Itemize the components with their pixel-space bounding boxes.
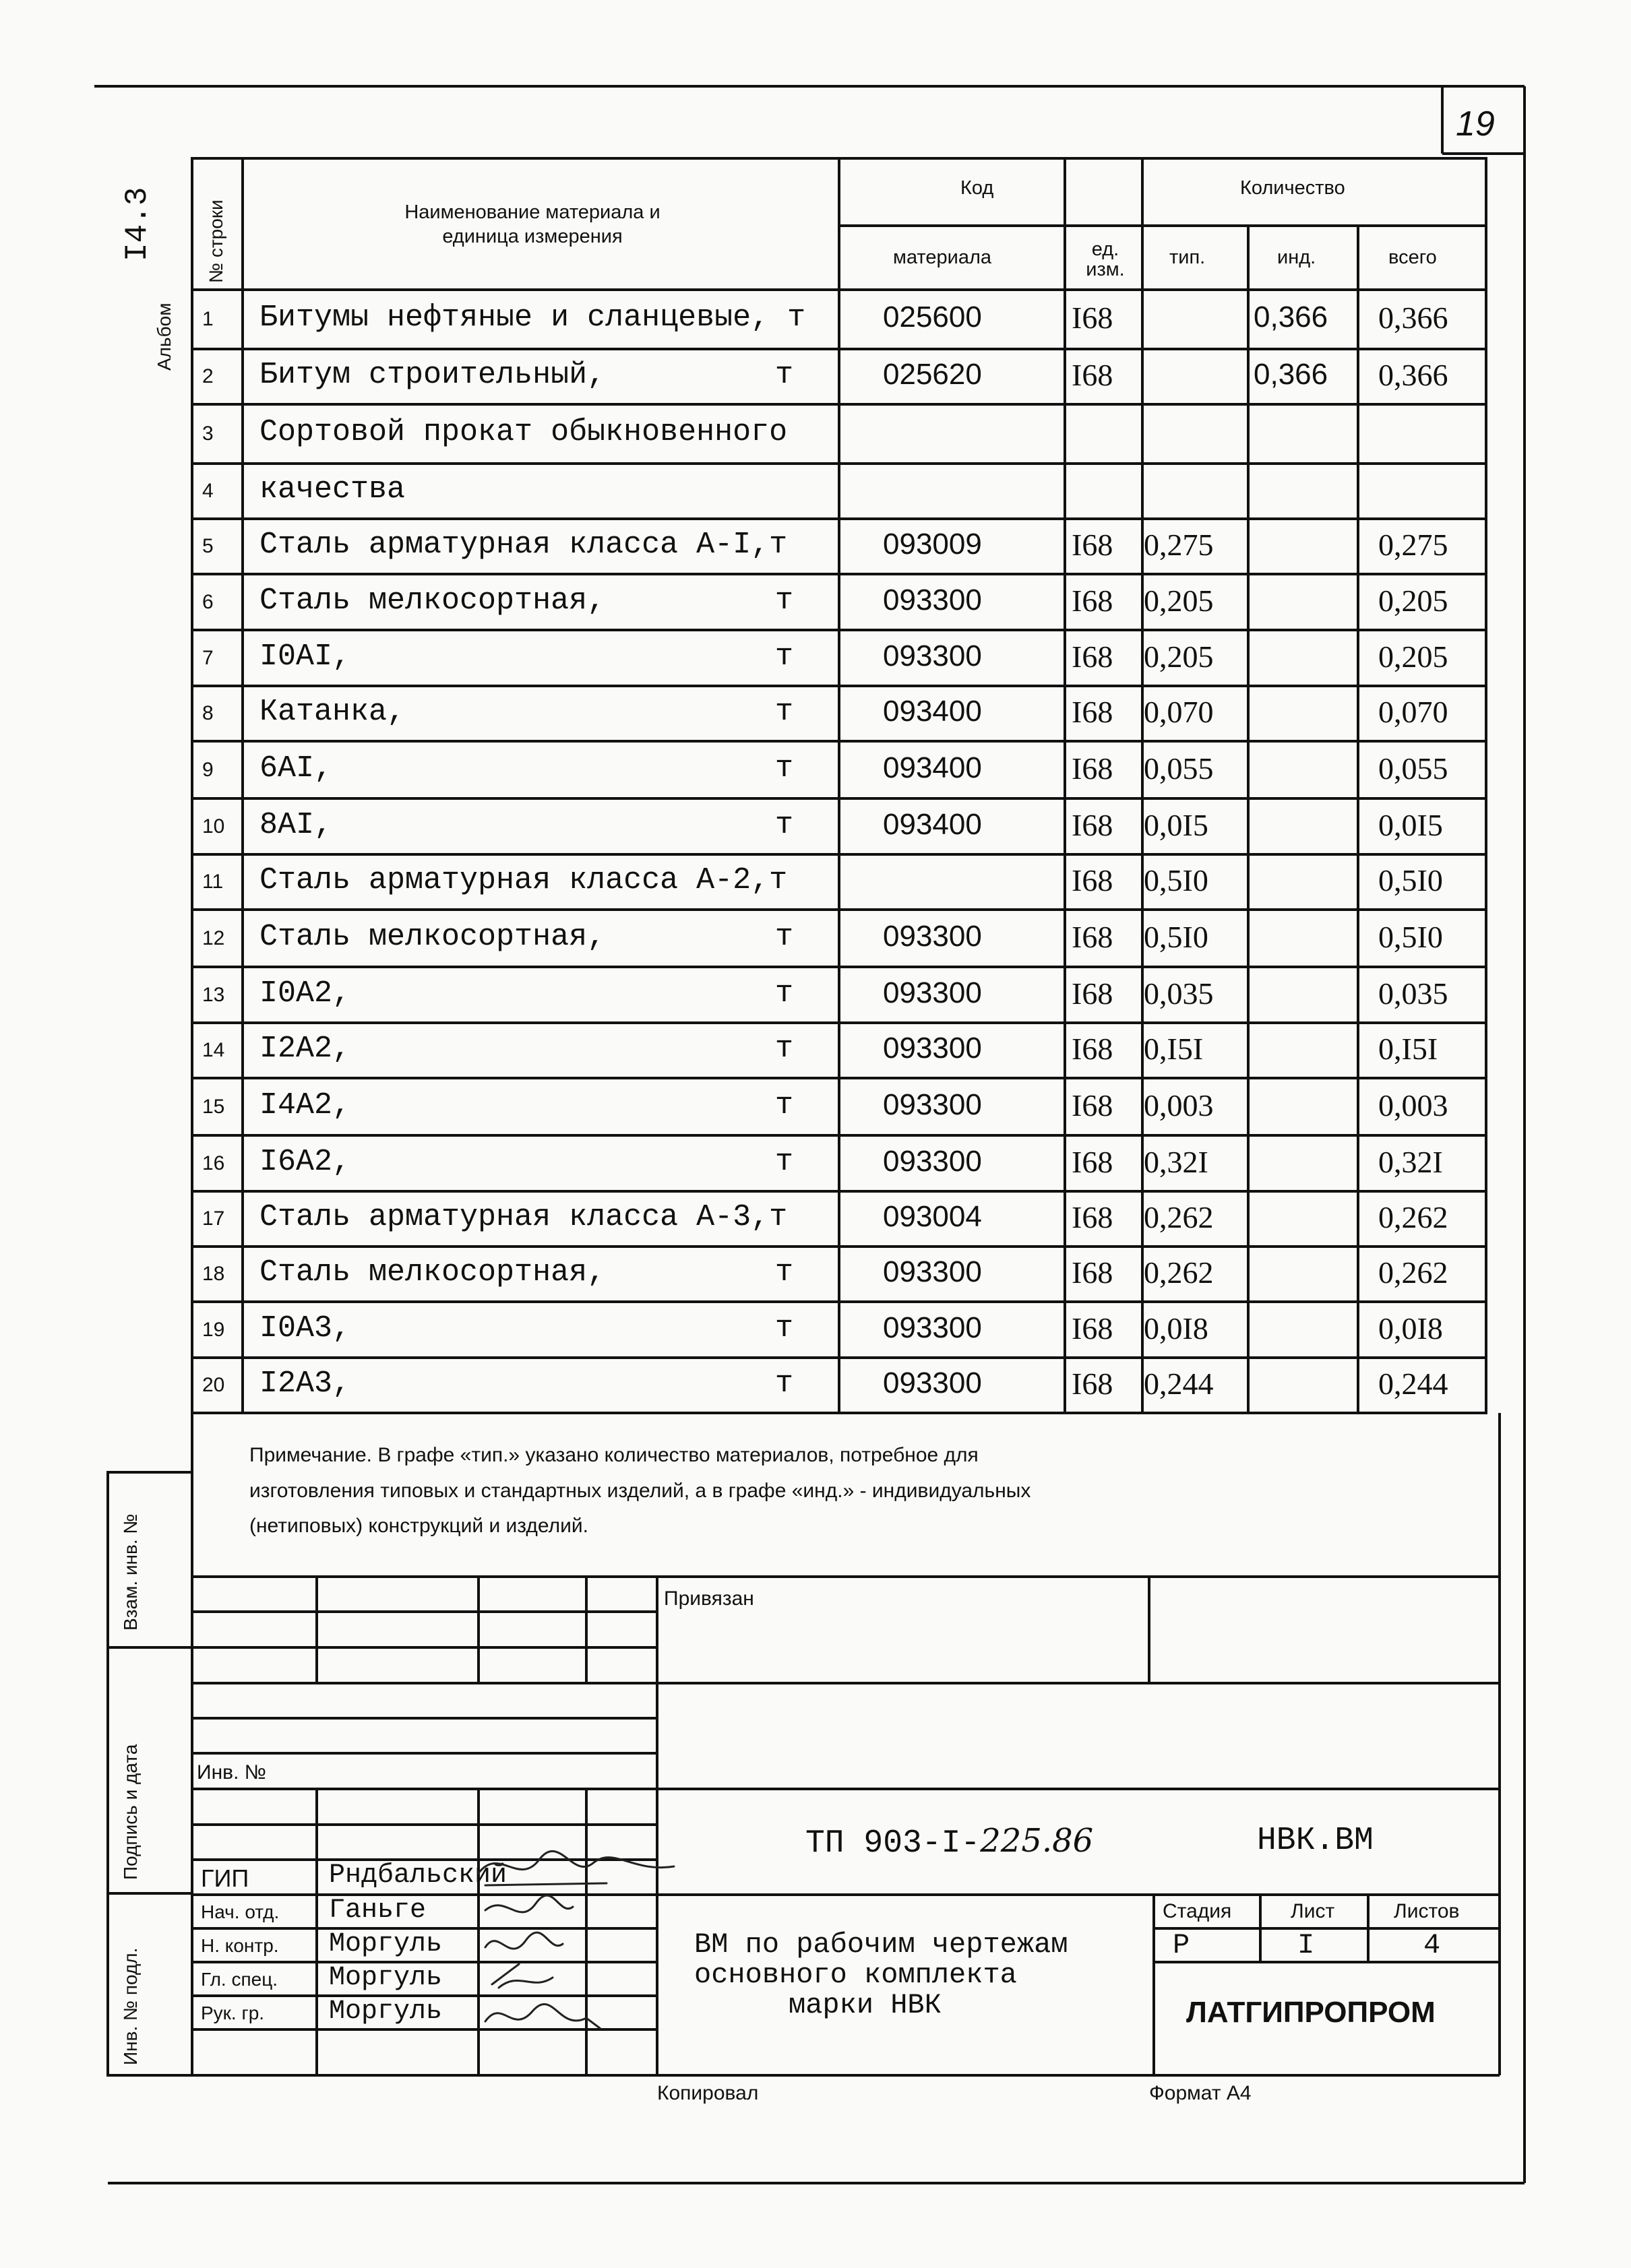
row-qty-total: 0,366 (1378, 301, 1448, 335)
row-unit-letter: т (775, 751, 794, 786)
row-name: Сталь мелкосортная, (259, 584, 606, 618)
row-name: качества (259, 472, 406, 507)
row-unit-code: I68 (1072, 639, 1113, 674)
signature-gl-spec (492, 1964, 553, 1988)
row-qty-total: 0,003 (1378, 1088, 1448, 1123)
row-code: 093300 (883, 1255, 982, 1288)
row-name: Сталь арматурная класса А-3,т (259, 1200, 788, 1234)
row-name: Сортовой прокат обыкновенного (259, 415, 788, 449)
row-number: 15 (202, 1096, 225, 1118)
stamp-role-label: Нач. отд. (201, 1901, 280, 1922)
row-unit-code: I68 (1072, 1255, 1113, 1290)
row-qty-ind: 0,366 (1254, 358, 1328, 391)
row-code: 093004 (883, 1200, 982, 1233)
row-name: Битум строительный, (259, 358, 606, 392)
row-code: 025620 (883, 358, 982, 391)
row-unit-code: I68 (1072, 808, 1113, 842)
row-qty-typ: 0,0I8 (1144, 1311, 1208, 1346)
row-qty-typ: 0,262 (1144, 1255, 1214, 1290)
document-mark: НВК.ВМ (1257, 1823, 1374, 1859)
row-number: 18 (202, 1263, 225, 1285)
row-code: 093300 (883, 639, 982, 672)
row-unit-letter: т (775, 1255, 794, 1290)
row-code: 093300 (883, 976, 982, 1009)
row-unit-code: I68 (1072, 1145, 1113, 1179)
row-unit-letter: т (775, 920, 794, 954)
signature-ruk-gr (485, 2004, 600, 2028)
sheet-label: Лист (1291, 1900, 1335, 1922)
linked-label: Привязан (664, 1587, 754, 1610)
stage-label: Стадия (1163, 1900, 1232, 1922)
row-qty-total: 0,262 (1378, 1255, 1448, 1290)
row-qty-total: 0,366 (1378, 358, 1448, 392)
row-unit-code: I68 (1072, 751, 1113, 786)
row-number: 10 (202, 815, 225, 838)
row-code: 093300 (883, 1032, 982, 1065)
stamp-role-name: Моргуль (329, 1929, 443, 1959)
row-unit-code: I68 (1072, 695, 1113, 729)
stamp-role-name: Моргуль (329, 1963, 443, 1993)
sheet-title-line-3: марки НВК (789, 1989, 942, 2021)
row-unit-code: I68 (1072, 976, 1113, 1011)
row-qty-typ: 0,32I (1144, 1145, 1208, 1179)
row-code: 093300 (883, 584, 982, 617)
header-name (364, 200, 701, 249)
row-unit-code: I68 (1072, 584, 1113, 618)
row-unit-letter: т (775, 639, 794, 674)
row-name: I4A2, (259, 1088, 351, 1123)
header-qty-ind: инд. (1277, 247, 1316, 268)
row-qty-ind: 0,366 (1254, 301, 1328, 334)
header-quantity: Количество (1240, 177, 1345, 199)
row-name: Сталь арматурная класса А-I,т (259, 528, 788, 562)
row-number: 20 (202, 1374, 225, 1396)
row-unit-letter: т (775, 695, 794, 729)
header-row-no: № строки (206, 199, 226, 283)
document-code (805, 1822, 1094, 1862)
row-name: I6A2, (259, 1145, 351, 1179)
row-name: 8AI, (259, 808, 333, 842)
sheet-value: I (1297, 1929, 1315, 1961)
row-qty-typ: 0,5I0 (1144, 863, 1208, 897)
row-name: I0A2, (259, 976, 351, 1011)
document-code-printed: ТП 903-I- (805, 1825, 981, 1862)
row-number: 5 (202, 535, 214, 557)
row-unit-code: I68 (1072, 1200, 1113, 1234)
row-number: 16 (202, 1152, 225, 1174)
footer-copied: Копировал (657, 2082, 759, 2104)
row-unit-code: I68 (1072, 1311, 1113, 1346)
row-unit-code: I68 (1072, 358, 1113, 392)
row-unit-code: I68 (1072, 301, 1113, 335)
stage-value: Р (1173, 1929, 1190, 1961)
row-qty-total: 0,244 (1378, 1366, 1448, 1401)
row-number: 11 (202, 871, 224, 893)
note-line-3: (нетиповых) конструкций и изделий. (249, 1515, 588, 1537)
row-qty-total: 0,055 (1378, 751, 1448, 786)
row-qty-total: 0,5I0 (1378, 920, 1443, 954)
sheets-label: Листов (1394, 1900, 1460, 1922)
row-unit-letter: т (775, 1366, 794, 1401)
row-unit-letter: т (775, 1032, 794, 1066)
header-qty-total: всего (1388, 247, 1437, 268)
row-qty-total: 0,32I (1378, 1145, 1443, 1179)
album-label: Альбом (154, 303, 175, 371)
header-name-text: Наименование материала и единица измерения (404, 201, 660, 248)
row-code: 025600 (883, 301, 982, 334)
stamp-role-label: ГИП (201, 1864, 249, 1892)
row-number: 7 (202, 647, 214, 669)
row-number: 6 (202, 591, 214, 613)
header-code-unit: ед. изм. (1086, 239, 1125, 281)
note-line-1: Примечание. В графе «тип.» указано количество материалов, потребное для (249, 1444, 979, 1466)
sheet-number: 19 (1456, 104, 1495, 144)
row-qty-typ: 0,205 (1144, 584, 1214, 618)
row-unit-code: I68 (1072, 1088, 1113, 1123)
header-qty-typ: тип. (1169, 247, 1206, 268)
signature-gip (479, 1851, 674, 1873)
row-unit-code: I68 (1072, 528, 1113, 562)
row-number: 14 (202, 1039, 225, 1061)
row-number: 13 (202, 984, 225, 1006)
row-name: Сталь мелкосортная, (259, 1255, 606, 1290)
inv-no-label: Инв. № (197, 1761, 266, 1784)
row-unit-letter: т (775, 584, 794, 618)
row-unit-letter: т (775, 808, 794, 842)
header-code-material: материала (893, 247, 992, 268)
row-number: 2 (202, 365, 214, 387)
stamp-role-label: Н. контр. (201, 1935, 279, 1956)
row-qty-typ: 0,244 (1144, 1366, 1214, 1401)
row-unit-letter: т (775, 1088, 794, 1123)
row-unit-code: I68 (1072, 1366, 1113, 1401)
signature-gip-underline (485, 1883, 607, 1885)
row-qty-typ: 0,I5I (1144, 1032, 1204, 1066)
note-line-2: изготовления типовых и стандартных изделий, а в графе «инд.» - индивидуальных (249, 1480, 1031, 1502)
sheet-title-line-2: основного комплекта (694, 1959, 1017, 1991)
row-qty-typ: 0,5I0 (1144, 920, 1208, 954)
row-qty-typ: 0,205 (1144, 639, 1214, 674)
organization-name: ЛАТГИПРОПРОМ (1186, 1996, 1436, 2029)
row-unit-letter: т (775, 358, 794, 392)
row-name: I2A2, (259, 1032, 351, 1066)
row-qty-total: 0,5I0 (1378, 863, 1443, 897)
row-qty-total: 0,0I8 (1378, 1311, 1443, 1346)
row-number: 4 (202, 480, 214, 502)
stamp-role-label: Рук. гр. (201, 2003, 265, 2023)
row-qty-typ: 0,070 (1144, 695, 1214, 729)
row-code: 093300 (883, 1311, 982, 1344)
row-qty-typ: 0,0I5 (1144, 808, 1208, 842)
row-name: Сталь арматурная класса А-2,т (259, 863, 788, 897)
row-qty-total: 0,0I5 (1378, 808, 1443, 842)
row-number: 19 (202, 1319, 225, 1341)
row-number: 9 (202, 759, 214, 781)
header-code: Код (960, 177, 994, 199)
row-code: 093400 (883, 808, 982, 841)
row-name: Катанка, (259, 695, 406, 729)
row-number: 17 (202, 1207, 225, 1230)
row-qty-total: 0,262 (1378, 1200, 1448, 1234)
footer-format: Формат А4 (1149, 2082, 1252, 2104)
side-label-replace-inv: Взам. инв. № (120, 1513, 141, 1631)
row-code: 093400 (883, 695, 982, 728)
document-code-handwritten: 225.86 (980, 1822, 1094, 1860)
row-unit-letter: т (775, 1311, 794, 1346)
side-label-inv-original: Инв. № подл. (120, 1947, 141, 2065)
row-name: 6AI, (259, 751, 333, 786)
row-code: 093300 (883, 1366, 982, 1399)
stamp-role-name: Ганьге (329, 1895, 427, 1926)
sheet-title-line-1: ВМ по рабочим чертежам (694, 1928, 1068, 1961)
signature-n-kontr (485, 1932, 563, 1949)
row-unit-code: I68 (1072, 863, 1113, 897)
row-qty-typ: 0,055 (1144, 751, 1214, 786)
signatures (472, 1846, 687, 2075)
row-qty-total: 0,275 (1378, 528, 1448, 562)
row-unit-code: I68 (1072, 920, 1113, 954)
stamp-role-name: Моргуль (329, 1996, 443, 2027)
signature-nach-otd (485, 1895, 573, 1912)
row-name: Битумы нефтяные и сланцевые, т (259, 301, 806, 335)
row-code: 093400 (883, 751, 982, 784)
side-label-signature-date: Подпись и дата (120, 1744, 141, 1880)
row-code: 093009 (883, 528, 982, 561)
row-number: 1 (202, 308, 214, 330)
row-qty-typ: 0,003 (1144, 1088, 1214, 1123)
row-number: 8 (202, 702, 214, 724)
row-code: 093300 (883, 1145, 982, 1178)
row-name: I0A3, (259, 1311, 351, 1346)
row-name: I0AI, (259, 639, 351, 674)
row-code: 093300 (883, 1088, 982, 1121)
stamp-role-label: Гл. спец. (201, 1969, 278, 1990)
row-qty-typ: 0,262 (1144, 1200, 1214, 1234)
row-name: I2A3, (259, 1366, 351, 1401)
row-qty-total: 0,035 (1378, 976, 1448, 1011)
row-unit-letter: т (775, 976, 794, 1011)
album-number: I4.3 (120, 187, 155, 261)
row-qty-typ: 0,275 (1144, 528, 1214, 562)
sheets-value: 4 (1423, 1929, 1441, 1961)
row-qty-total: 0,205 (1378, 639, 1448, 674)
row-number: 3 (202, 422, 214, 445)
row-qty-total: 0,205 (1378, 584, 1448, 618)
row-name: Сталь мелкосортная, (259, 920, 606, 954)
row-unit-letter: т (775, 1145, 794, 1179)
row-qty-total: 0,I5I (1378, 1032, 1438, 1066)
row-code: 093300 (883, 920, 982, 953)
row-qty-typ: 0,035 (1144, 976, 1214, 1011)
row-unit-code: I68 (1072, 1032, 1113, 1066)
row-qty-total: 0,070 (1378, 695, 1448, 729)
row-number: 12 (202, 927, 225, 949)
stamp-role-name: Рндбальский (329, 1860, 507, 1891)
